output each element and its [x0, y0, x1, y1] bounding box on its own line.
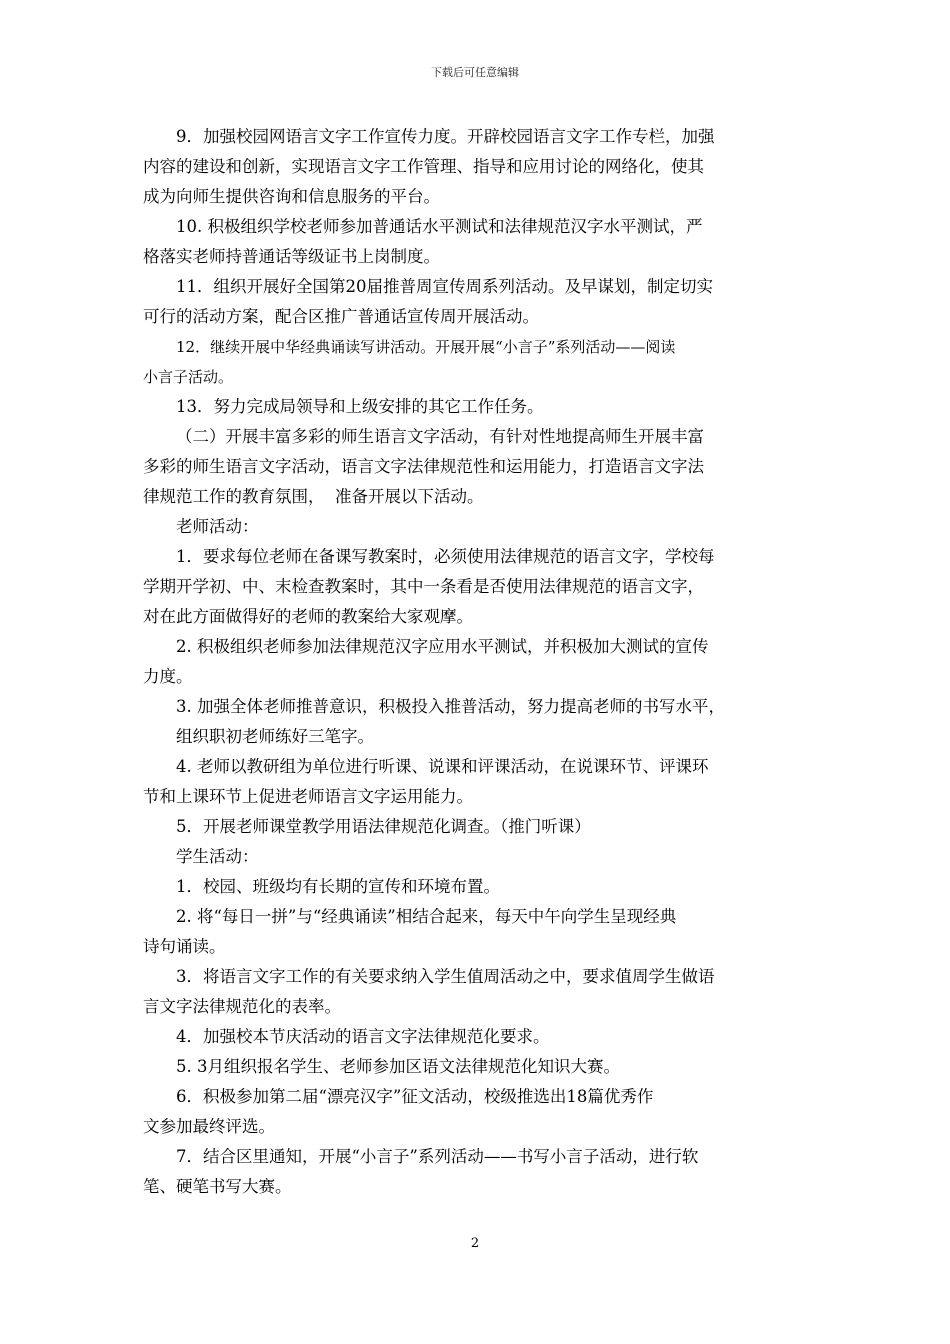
text-line: 力度。 [143, 667, 193, 686]
text-line: 对在此方面做得好的老师的教案给大家观摩。 [143, 607, 473, 626]
text-line: 多彩的师生语言文字活动，语言文字法律规范性和运用能力，打造语言文字法 [143, 457, 704, 476]
text-line: 组织职初老师练好三笔字。 [176, 727, 374, 746]
text-line: 6．积极参加第二届“漂亮汉字”征文活动，校级推选出18篇优秀作 [176, 1087, 654, 1106]
text-line: 9．加强校园网语言文字工作宣传力度。开辟校园语言文字工作专栏，加强 [176, 127, 715, 146]
text-line: 可行的活动方案，配合区推广普通话宣传周开展活动。 [143, 307, 539, 326]
section-heading-teacher: 老师活动： [176, 517, 259, 536]
text-line: 5．开展老师课堂教学用语法律规范化调查。（推门听课） [176, 817, 591, 836]
text-line: 言文字法律规范化的表率。 [143, 997, 341, 1016]
text-line: 13．努力完成局领导和上级安排的其它工作任务。 [176, 397, 544, 416]
text-line: 节和上课环节上促进老师语言文字运用能力。 [143, 787, 473, 806]
text-line: 5. 3月组织报名学生、老师参加区语文法律规范化知识大赛。 [176, 1057, 620, 1076]
text-line: 成为向师生提供咨询和信息服务的平台。 [143, 187, 440, 206]
text-line: 2. 将“每日一拼”与“经典诵读”相结合起来，每天中午向学生呈现经典 [176, 907, 677, 926]
text-line: 笔、硬笔书写大赛。 [143, 1177, 292, 1196]
section-heading-student: 学生活动： [176, 847, 259, 866]
text-line: 3. 加强全体老师推普意识，积极投入推普活动，努力提高老师的书写水平， [176, 697, 725, 716]
text-line: 1．要求每位老师在备课写教案时，必须使用法律规范的语言文字，学校每 [176, 547, 715, 566]
text-line: 7．结合区里通知，开展“小言子”系列活动——书写小言子活动，进行软 [176, 1147, 699, 1166]
text-line: 内容的建设和创新，实现语言文字工作管理、指导和应用讨论的网络化，使其 [143, 157, 704, 176]
text-line: 10. 积极组织学校老师参加普通话水平测试和法律规范汉字水平测试，严 [176, 217, 703, 236]
document-body [143, 122, 813, 1202]
text-line: 4. 老师以教研组为单位进行听课、说课和评课活动，在说课环节、评课环 [176, 757, 709, 776]
text-line: 学期开学初、中、末检查教案时，其中一条看是否使用法律规范的语言文字， [143, 577, 704, 596]
text-line: 1．校园、班级均有长期的宣传和环境布置。 [176, 877, 500, 896]
text-line: 诗句诵读。 [143, 937, 226, 956]
text-line: 4．加强校本节庆活动的语言文字法律规范化要求。 [176, 1027, 550, 1046]
text-line: 小言子活动。 [143, 368, 234, 386]
text-line: 文参加最终评选。 [143, 1117, 275, 1136]
text-line: 3．将语言文字工作的有关要求纳入学生值周活动之中，要求值周学生做语 [176, 967, 715, 986]
text-line: 律规范工作的教育氛围， 准备开展以下活动。 [143, 487, 484, 506]
text-line: 格落实老师持普通话等级证书上岗制度。 [143, 247, 440, 266]
text-line: （二）开展丰富多彩的师生语言文字活动，有针对性地提高师生开展丰富 [176, 427, 704, 446]
page-number: 2 [470, 1236, 480, 1251]
text-line: 2. 积极组织老师参加法律规范汉字应用水平测试，并积极加大测试的宣传 [176, 637, 709, 656]
text-line: 11．组织开展好全国第20届推普周宣传周系列活动。及早谋划，制定切实 [176, 277, 713, 296]
text-line: 12．继续开展中华经典诵读写讲活动。开展开展“小言子”系列活动——阅读 [176, 338, 676, 356]
page-header: 下载后可任意编辑 [431, 66, 519, 79]
